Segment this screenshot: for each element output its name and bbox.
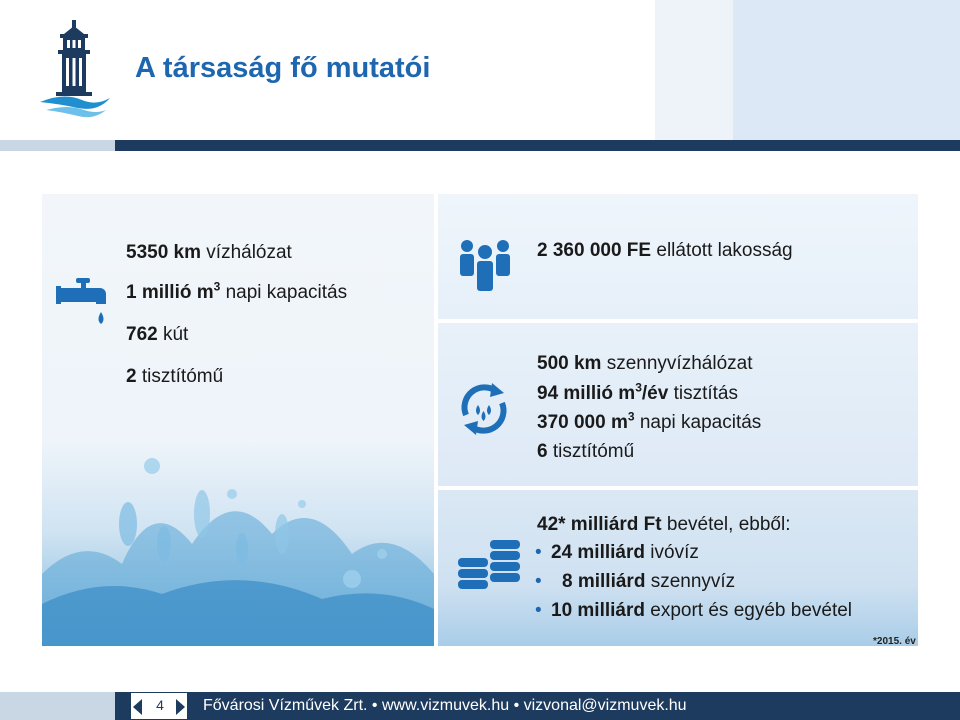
treatment-plants: 2 tisztítómű — [126, 366, 224, 387]
page-number: 4 — [156, 697, 164, 713]
sewage-daily-capacity: 370 000 $m^3$ napi kapacitás — [537, 409, 762, 433]
served-population: 2 360 000 FE ellátott lakosság — [537, 240, 793, 261]
header-bar — [0, 140, 960, 151]
network-length: 5350 km vízhálózat — [126, 242, 292, 263]
faucet-icon — [56, 274, 112, 334]
population-panel — [438, 194, 918, 319]
sewage-plants: 6 tisztítómű — [537, 441, 635, 462]
footer-accent — [0, 692, 115, 720]
revenue-item-drinking-water: • 24 milliárd ivóvíz — [535, 542, 699, 564]
next-arrow-icon[interactable] — [176, 699, 185, 715]
total-revenue: 42* milliárd Ft bevétel, ebből: — [537, 514, 791, 535]
sewage-panel — [438, 323, 918, 486]
recycle-water-icon — [456, 381, 512, 437]
coins-icon — [456, 538, 522, 590]
footnote: *2015. év — [873, 636, 916, 647]
header-bar-accent — [0, 140, 115, 151]
annual-treatment: 94 millió $m^3/év$ tisztítás — [537, 380, 738, 404]
footer-contact: Fővárosi Vízművek Zrt. • www.vizmuvek.hu • vizvonal@vizmuvek.hu — [203, 697, 687, 714]
sewer-network: 500 km szennyvízhálózat — [537, 353, 753, 374]
revenue-item-sewage: • 8 milliárd szennyvíz — [535, 571, 735, 593]
revenue-item-export: • 10 milliárd export és egyéb bevétel — [535, 600, 852, 622]
daily-capacity: 1 millió $m^3$ napi kapacitás — [126, 279, 348, 303]
header-decoration-blue — [733, 0, 960, 140]
well-count: 762 kút — [126, 324, 189, 345]
people-icon — [456, 238, 514, 294]
revenue-panel — [438, 490, 918, 646]
water-network-panel — [42, 194, 434, 646]
prev-arrow-icon[interactable] — [133, 699, 142, 715]
page-title: A társaság fő mutatói — [135, 52, 431, 84]
tower-logo-icon — [34, 18, 114, 120]
